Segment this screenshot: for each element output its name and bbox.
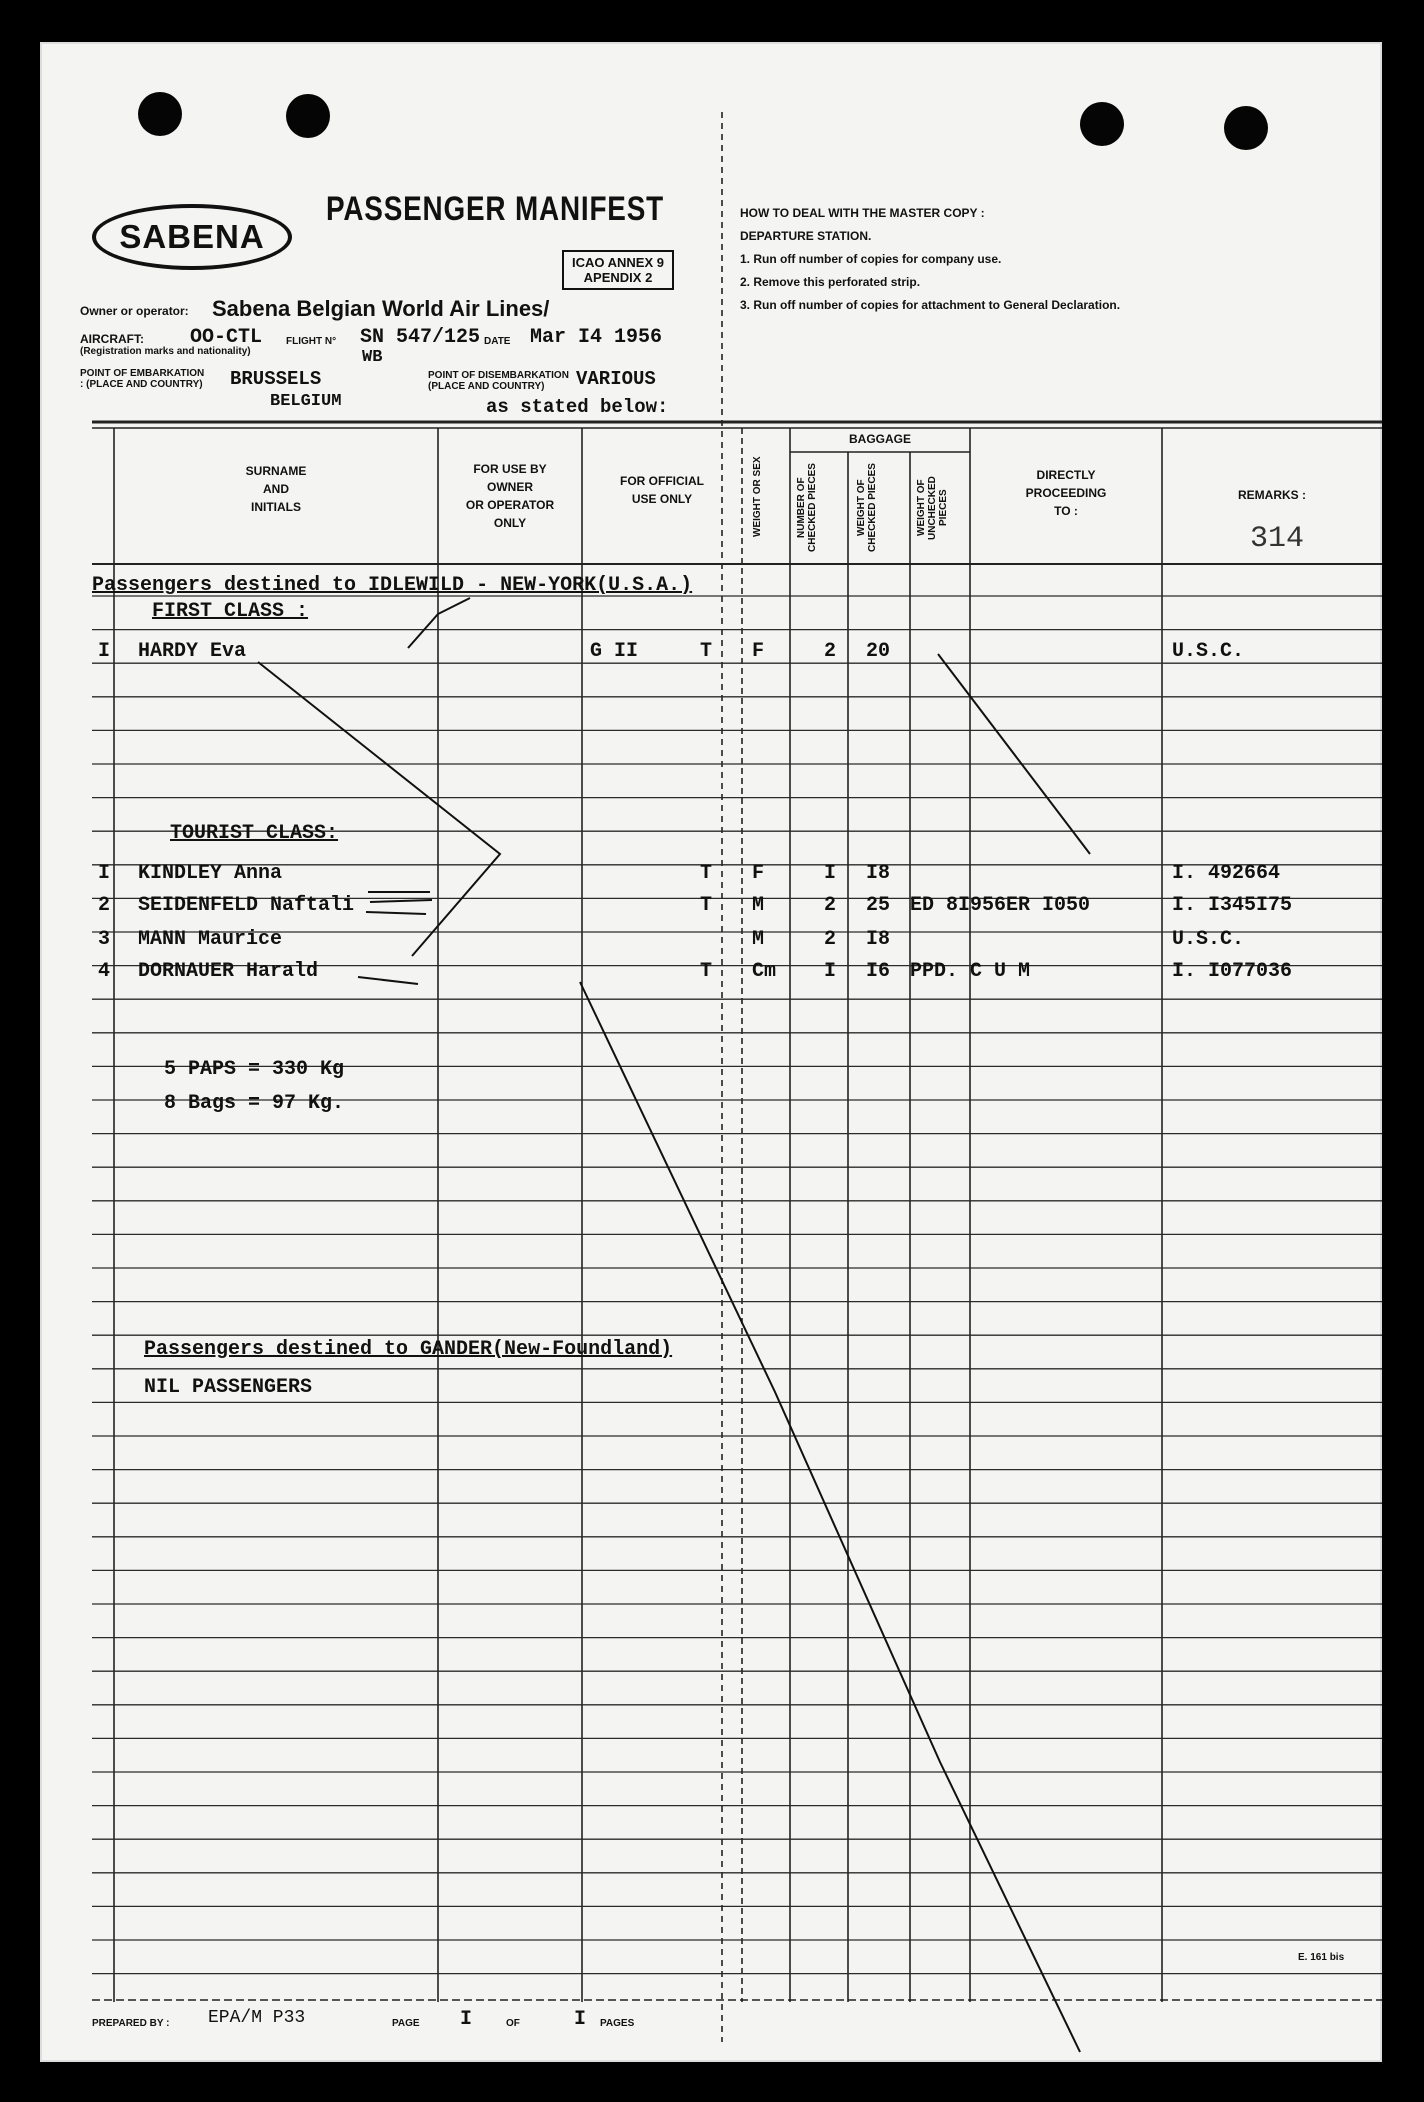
flight-number: SN 547/125: [360, 326, 481, 349]
manifest-sheet: [40, 42, 1382, 2062]
page-title: PASSENGER MANIFEST: [326, 190, 664, 228]
header-checked: NUMBER OF CHECKED PIECES: [796, 463, 818, 553]
of-label: OF: [506, 2018, 520, 2029]
page-number: I: [460, 2008, 473, 2031]
pages-label: PAGES: [600, 2018, 635, 2029]
date-label: DATE: [484, 336, 511, 347]
section-nil: NIL PASSENGERS: [144, 1376, 313, 1399]
ruled-lines: [92, 596, 1382, 1974]
checked-weight: I6: [866, 960, 891, 983]
passenger-name: SEIDENFELD Naftali: [138, 894, 355, 917]
embark-value: BRUSSELS: [230, 368, 322, 390]
flight-sub: WB: [362, 348, 383, 367]
passenger-remarks: I. I077036: [1172, 960, 1293, 983]
sabena-logo: SABENA: [92, 204, 292, 270]
travel-class: T: [700, 640, 713, 663]
passenger-sex: Cm: [752, 960, 777, 983]
row-number: 3: [98, 928, 111, 951]
row-number: 2: [98, 894, 111, 917]
totals-paps: 5 PAPS = 330 Kg: [164, 1058, 345, 1081]
checked-weight: 20: [866, 640, 891, 663]
proceeding-to: ED 8I956ER I050: [910, 894, 1091, 917]
totals-bags: 8 Bags = 97 Kg.: [164, 1092, 345, 1115]
travel-class: T: [700, 960, 713, 983]
instruction-step: 1. Run off number of copies for company use.: [740, 252, 1002, 266]
passenger-name: DORNAUER Harald: [138, 960, 319, 983]
page-total: I: [574, 2008, 587, 2031]
instruction-step: 2. Remove this perforated strip.: [740, 275, 921, 289]
section-gander: Passengers destined to GANDER(New-Foundland): [144, 1338, 673, 1361]
checked-weight: I8: [866, 928, 891, 951]
checked-pieces: I: [824, 960, 837, 983]
passenger-remarks: U.S.C.: [1172, 640, 1245, 663]
page-stamp-number: 314: [1250, 522, 1305, 556]
passenger-name: HARDY Eva: [138, 640, 247, 663]
passenger-sex: M: [752, 928, 765, 951]
passenger-remarks: U.S.C.: [1172, 928, 1245, 951]
aircraft-label: AIRCRAFT:: [80, 332, 144, 346]
disembark-label: POINT OF DISEMBARKATION (PLACE AND COUNTRY): [428, 370, 569, 392]
aircraft-sub: (Registration marks and nationality): [80, 346, 251, 357]
checked-weight: 25: [866, 894, 891, 917]
checked-weight: I8: [866, 862, 891, 885]
icao-line: APENDIX 2: [583, 270, 653, 285]
passenger-remarks: I. 492664: [1172, 862, 1281, 885]
section-idlewild: Passengers destined to IDLEWILD - NEW-YORK(U.S.A.): [92, 574, 693, 597]
section-first-class: FIRST CLASS :: [152, 600, 309, 623]
passenger-name: MANN Maurice: [138, 928, 283, 951]
row-number: I: [98, 862, 111, 885]
passenger-remarks: I. I345I75: [1172, 894, 1293, 917]
instructions: [740, 202, 1120, 317]
row-number: 4: [98, 960, 111, 983]
form-code: E. 161 bis: [1298, 1952, 1345, 1963]
passenger-sex: M: [752, 894, 765, 917]
page-label: PAGE: [392, 2018, 420, 2029]
header-official: FOR OFFICIAL USE ONLY: [620, 474, 704, 506]
checked-pieces: 2: [824, 894, 837, 917]
flight-label: FLIGHT N°: [286, 336, 337, 347]
prepared-label: PREPARED BY :: [92, 2018, 170, 2029]
section-tourist-class: TOURIST CLASS:: [170, 822, 339, 845]
header-baggage: BAGGAGE: [848, 432, 911, 446]
icao-line: ICAO ANNEX 9: [572, 255, 664, 270]
passenger-name: KINDLEY Anna: [138, 862, 283, 885]
disembark-value: VARIOUS: [576, 368, 656, 390]
checked-pieces: 2: [824, 928, 837, 951]
header-weight-unchecked: WEIGHT OF UNCHECKED PIECES: [916, 476, 949, 540]
passenger-sex: F: [752, 640, 765, 663]
travel-class: T: [700, 862, 713, 885]
embark-country: BELGIUM: [270, 392, 342, 411]
date-value: Mar I4 1956: [530, 326, 663, 349]
header-owner: FOR USE BY OWNER OR OPERATOR ONLY: [465, 462, 555, 530]
instruction-step: 3. Run off number of copies for attachment to General Declaration.: [740, 298, 1121, 312]
aircraft-value: OO-CTL: [190, 326, 263, 349]
checked-pieces: 2: [824, 640, 837, 663]
row-number: I: [98, 640, 111, 663]
header-weight-sex: WEIGHT OR SEX: [752, 456, 763, 538]
proceeding-to: PPD. C U M: [910, 960, 1031, 983]
passenger-sex: F: [752, 862, 765, 885]
disembark-note: as stated below:: [486, 396, 669, 418]
icao-box: [562, 250, 674, 290]
instructions-station: DEPARTURE STATION.: [740, 229, 872, 243]
header-remarks: REMARKS :: [1238, 488, 1306, 502]
operator-label: Owner or operator:: [80, 304, 189, 318]
header-surname: SURNAME AND INITIALS: [245, 464, 307, 514]
checked-pieces: I: [824, 862, 837, 885]
header-weight-checked: WEIGHT OF CHECKED PIECES: [856, 463, 878, 553]
prepared-value: EPA/M P33: [208, 2008, 306, 2028]
official-code: G II: [590, 640, 639, 663]
header-proceeding: DIRECTLY PROCEEDING TO :: [1025, 468, 1107, 518]
travel-class: T: [700, 894, 713, 917]
embark-label: POINT OF EMBARKATION : (PLACE AND COUNTRY): [80, 368, 205, 390]
operator-value: Sabena Belgian World Air Lines/: [212, 296, 550, 321]
instructions-heading: HOW TO DEAL WITH THE MASTER COPY :: [740, 206, 985, 220]
